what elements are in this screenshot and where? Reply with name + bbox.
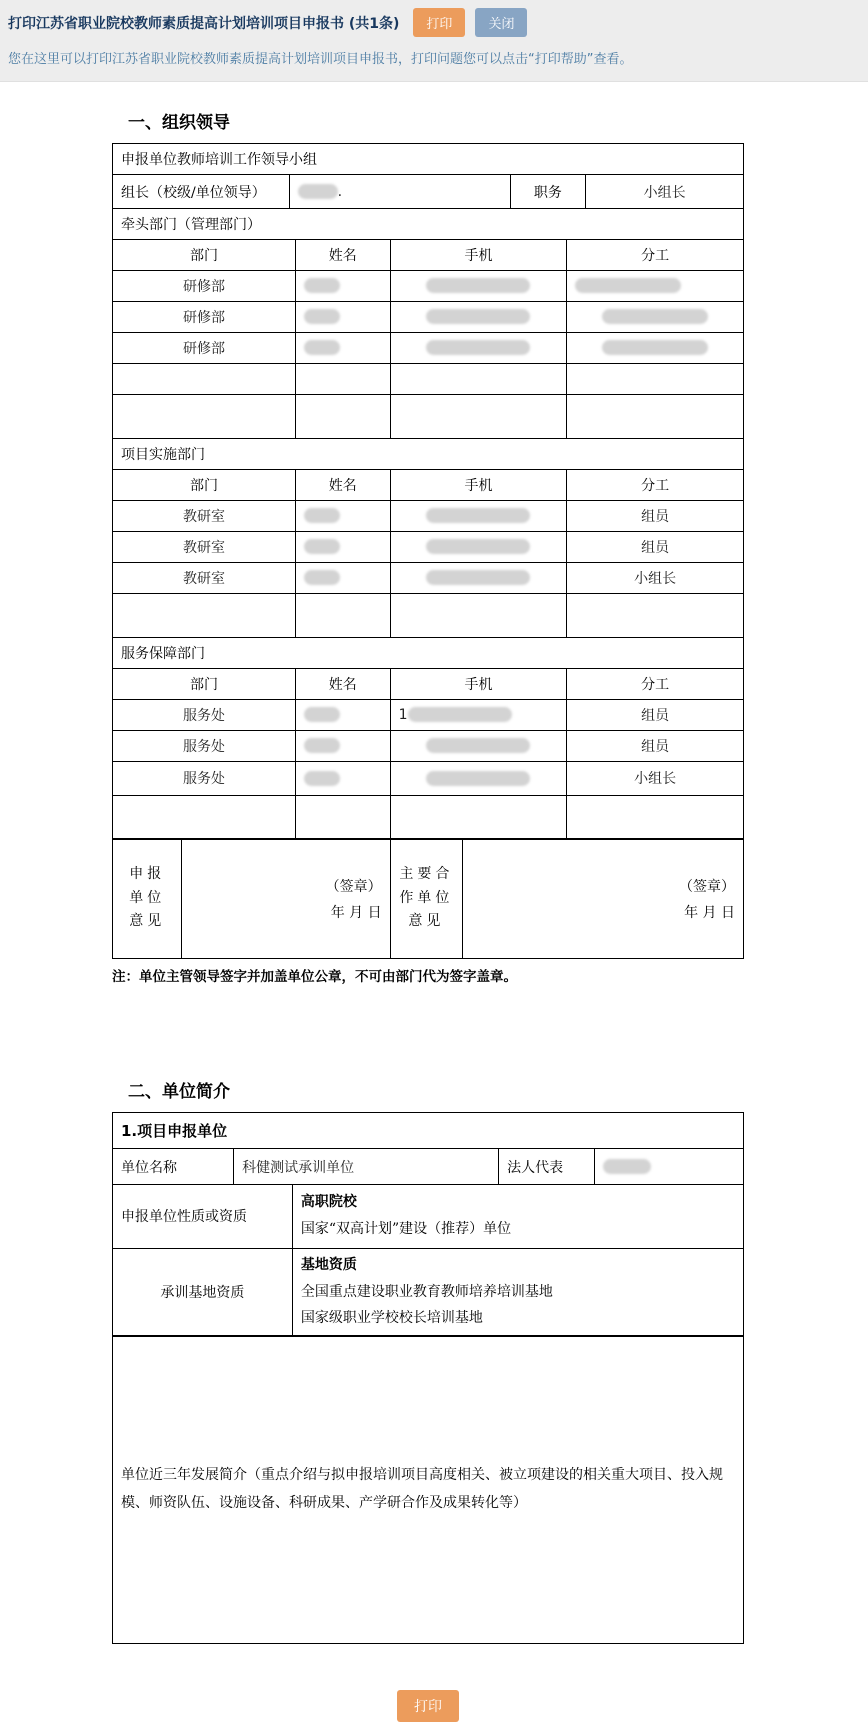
redacted-phone bbox=[426, 570, 530, 585]
redacted-phone bbox=[426, 340, 530, 355]
unit-intro-table bbox=[112, 1335, 744, 1644]
impl-dept-title: 项目实施部门 bbox=[113, 438, 744, 469]
signature-table bbox=[112, 838, 744, 959]
table-row bbox=[113, 761, 744, 795]
redacted-name bbox=[304, 771, 340, 786]
empty-cell bbox=[390, 795, 567, 839]
table-row bbox=[113, 699, 744, 730]
date-hint: 年 月 日 bbox=[330, 904, 382, 921]
label-line: 意见 bbox=[129, 913, 166, 930]
redacted-name bbox=[304, 539, 340, 554]
redacted-name bbox=[304, 508, 340, 523]
legal-rep-cell bbox=[595, 1149, 744, 1185]
unit-info-table bbox=[112, 1112, 744, 1185]
redacted-phone bbox=[426, 539, 530, 554]
phone-cell bbox=[390, 699, 567, 730]
redacted-role bbox=[602, 309, 708, 324]
col-header-phone: 手机 bbox=[390, 668, 567, 699]
role-cell: 组员 bbox=[567, 730, 744, 761]
role-cell bbox=[567, 270, 744, 301]
applicant-opinion-cell bbox=[182, 839, 390, 959]
role-cell bbox=[567, 301, 744, 332]
applicant-opinion-label bbox=[113, 839, 182, 959]
col-header-phone: 手机 bbox=[390, 469, 567, 500]
redacted-role bbox=[575, 278, 681, 293]
base-cell bbox=[292, 1248, 743, 1336]
leader-group-table bbox=[112, 143, 744, 209]
phone-cell bbox=[390, 562, 567, 593]
nature-cell bbox=[292, 1184, 743, 1248]
redacted-phone bbox=[426, 508, 530, 523]
base-detail-2: 国家级职业学校校长培训基地 bbox=[300, 1310, 483, 1327]
name-cell bbox=[295, 531, 390, 562]
col-header-name: 姓名 bbox=[295, 668, 390, 699]
name-cell bbox=[295, 730, 390, 761]
col-header-dept: 部门 bbox=[113, 469, 296, 500]
col-header-dept: 部门 bbox=[113, 239, 296, 270]
nature-detail: 国家“双高计划”建设（推荐）单位 bbox=[300, 1221, 512, 1237]
name-cell bbox=[295, 562, 390, 593]
col-header-phone: 手机 bbox=[390, 239, 567, 270]
partner-opinion-label bbox=[390, 839, 463, 959]
base-type: 基地资质 bbox=[300, 1257, 357, 1274]
leader-label: 组长（校级/单位领导） bbox=[113, 175, 290, 209]
section2-title: 二、单位简介 bbox=[128, 1082, 230, 1102]
empty-cell bbox=[295, 363, 390, 394]
close-button[interactable]: 关闭 bbox=[475, 8, 527, 37]
section1-title: 一、组织领导 bbox=[128, 113, 230, 133]
signature-note: 注：单位主管领导签字并加盖单位公章，不可由部门代为签字盖章。 bbox=[112, 969, 517, 985]
departments-table bbox=[112, 208, 744, 840]
print-button-bottom[interactable]: 打印 bbox=[397, 1690, 459, 1722]
table-row bbox=[113, 332, 744, 363]
empty-cell bbox=[567, 795, 744, 839]
col-header-dept: 部门 bbox=[113, 668, 296, 699]
name-cell bbox=[295, 699, 390, 730]
partner-opinion-cell bbox=[463, 839, 744, 959]
page-header bbox=[0, 0, 868, 82]
phone-cell bbox=[390, 332, 567, 363]
label-line: 主要合 bbox=[399, 865, 454, 882]
empty-cell bbox=[295, 593, 390, 637]
role-cell bbox=[567, 332, 744, 363]
empty-cell bbox=[113, 795, 296, 839]
table-row bbox=[113, 270, 744, 301]
print-button[interactable]: 打印 bbox=[413, 8, 465, 37]
empty-cell bbox=[567, 593, 744, 637]
dept-cell: 服务处 bbox=[113, 699, 296, 730]
name-cell bbox=[295, 332, 390, 363]
redacted-legal-rep bbox=[603, 1159, 651, 1174]
dept-cell: 研修部 bbox=[113, 301, 296, 332]
table-row bbox=[113, 500, 744, 531]
redacted-phone bbox=[426, 309, 530, 324]
lead-dept-title: 牵头部门（管理部门） bbox=[113, 208, 744, 239]
empty-cell bbox=[295, 795, 390, 839]
redacted-leader-name bbox=[298, 184, 338, 199]
empty-cell bbox=[567, 363, 744, 394]
nature-label: 申报单位性质或资质 bbox=[113, 1184, 293, 1248]
role-cell: 组员 bbox=[567, 699, 744, 730]
date-hint: 年 月 日 bbox=[684, 904, 735, 921]
seal-hint: （签章） bbox=[679, 878, 735, 895]
empty-row bbox=[113, 795, 744, 839]
empty-cell bbox=[113, 593, 296, 637]
empty-cell bbox=[390, 363, 567, 394]
seal-hint: （签章） bbox=[325, 878, 382, 895]
dept-cell: 服务处 bbox=[113, 761, 296, 795]
empty-cell bbox=[390, 394, 567, 438]
name-cell bbox=[295, 301, 390, 332]
dept-cell: 服务处 bbox=[113, 730, 296, 761]
empty-cell bbox=[567, 394, 744, 438]
label-line: 意见 bbox=[408, 913, 445, 930]
leader-group-header: 申报单位教师培训工作领导小组 bbox=[113, 144, 744, 175]
form-preview bbox=[112, 108, 744, 1722]
role-cell: 小组长 bbox=[567, 761, 744, 795]
leader-name-suffix: . bbox=[337, 183, 343, 200]
unit-name-label: 单位名称 bbox=[113, 1149, 234, 1185]
redacted-name bbox=[304, 309, 340, 324]
name-cell bbox=[295, 500, 390, 531]
empty-cell bbox=[295, 394, 390, 438]
col-header-role: 分工 bbox=[567, 239, 744, 270]
redacted-phone bbox=[426, 278, 530, 293]
support-dept-title: 服务保障部门 bbox=[113, 637, 744, 668]
label-line: 申报 bbox=[129, 865, 166, 882]
dept-cell: 教研室 bbox=[113, 500, 296, 531]
name-cell bbox=[295, 270, 390, 301]
phone-cell bbox=[390, 500, 567, 531]
name-cell bbox=[295, 761, 390, 795]
empty-cell bbox=[113, 394, 296, 438]
duty-value: 小组长 bbox=[586, 175, 744, 209]
col-header-role: 分工 bbox=[567, 668, 744, 699]
redacted-name bbox=[304, 707, 340, 722]
unit-qualification-table bbox=[112, 1184, 744, 1337]
redacted-name bbox=[304, 278, 340, 293]
leader-name-cell bbox=[289, 175, 510, 209]
redacted-name bbox=[304, 738, 340, 753]
dept-cell: 研修部 bbox=[113, 332, 296, 363]
redacted-phone bbox=[426, 771, 530, 786]
duty-label: 职务 bbox=[510, 175, 586, 209]
phone-cell bbox=[390, 531, 567, 562]
unit-name-value: 科健测试承训单位 bbox=[234, 1149, 499, 1185]
role-cell: 组员 bbox=[567, 500, 744, 531]
phone-cell bbox=[390, 270, 567, 301]
col-header-name: 姓名 bbox=[295, 239, 390, 270]
col-header-role: 分工 bbox=[567, 469, 744, 500]
page-title: 打印江苏省职业院校教师素质提高计划培训项目申报书 (共1条) bbox=[8, 15, 400, 32]
table-row bbox=[113, 531, 744, 562]
redacted-role bbox=[602, 340, 708, 355]
redacted-name bbox=[304, 340, 340, 355]
empty-row bbox=[113, 593, 744, 637]
phone-cell bbox=[390, 730, 567, 761]
label-line: 单位 bbox=[129, 889, 166, 906]
empty-row bbox=[113, 363, 744, 394]
dept-cell: 研修部 bbox=[113, 270, 296, 301]
role-cell: 组员 bbox=[567, 531, 744, 562]
dept-cell: 教研室 bbox=[113, 562, 296, 593]
redacted-name bbox=[304, 570, 340, 585]
base-detail-1: 全国重点建设职业教育教师培养培训基地 bbox=[300, 1283, 553, 1300]
phone-cell bbox=[390, 761, 567, 795]
redacted-phone bbox=[408, 707, 512, 722]
role-cell: 小组长 bbox=[567, 562, 744, 593]
empty-cell bbox=[113, 363, 296, 394]
col-header-name: 姓名 bbox=[295, 469, 390, 500]
unit-intro-cell: 单位近三年发展简介（重点介绍与拟申报培训项目高度相关、被立项建设的相关重大项目、投入规模、师资队伍、设施设备、科研成果、产学研合作及成果转化等） bbox=[113, 1336, 744, 1644]
base-label: 承训基地资质 bbox=[113, 1248, 293, 1336]
dept-cell: 教研室 bbox=[113, 531, 296, 562]
empty-row bbox=[113, 394, 744, 438]
redacted-phone bbox=[426, 738, 530, 753]
legal-rep-label: 法人代表 bbox=[499, 1149, 595, 1185]
phone-cell bbox=[390, 301, 567, 332]
nature-type: 高职院校 bbox=[300, 1194, 357, 1211]
table-row bbox=[113, 730, 744, 761]
table-row bbox=[113, 301, 744, 332]
phone-prefix: 1 bbox=[398, 706, 408, 723]
table-row bbox=[113, 562, 744, 593]
label-line: 作单位 bbox=[399, 889, 454, 906]
page-subtitle: 您在这里可以打印江苏省职业院校教师素质提高计划培训项目申报书，打印问题您可以点击“打印帮助”查看。 bbox=[8, 52, 633, 67]
unit-table-header: 1.项目申报单位 bbox=[113, 1113, 744, 1149]
empty-cell bbox=[390, 593, 567, 637]
